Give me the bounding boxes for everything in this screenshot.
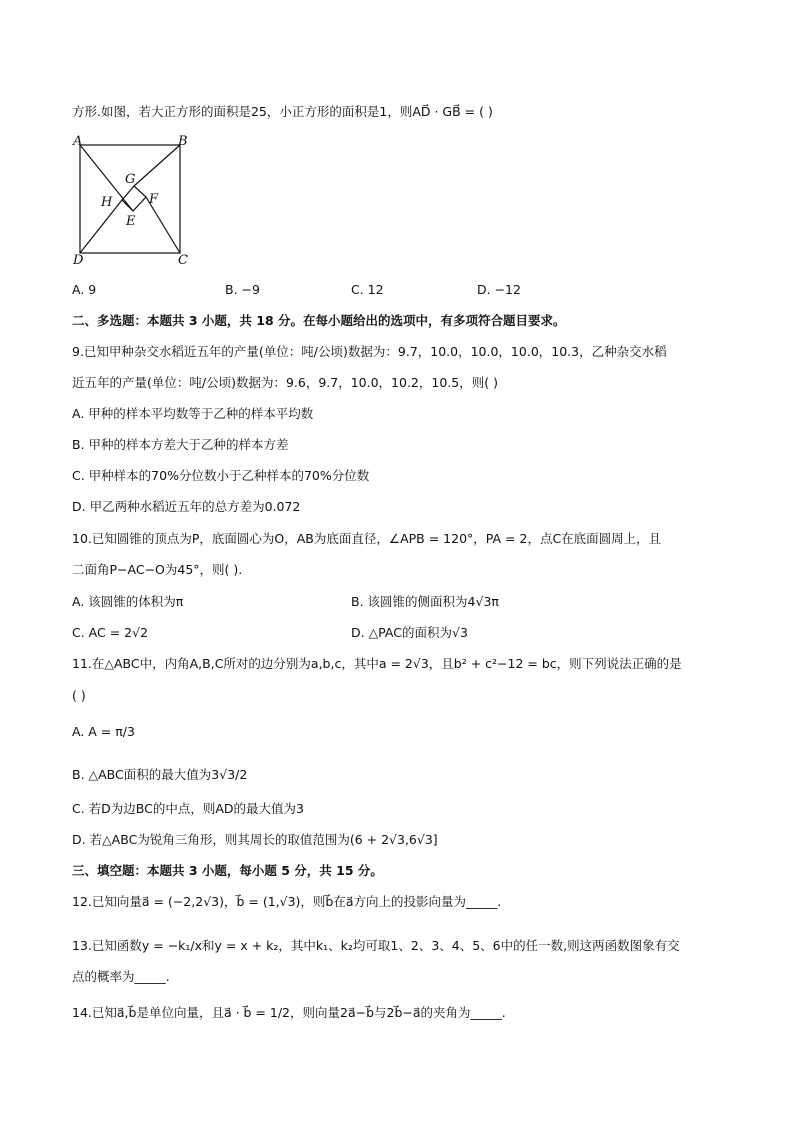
q8-option-d[interactable]: D. −12 [477, 282, 521, 297]
q9-stem-line2: 近五年的产量(单位：吨/公顷)数据为：9.6，9.7，10.0，10.2，10.5，则( ) [72, 375, 498, 390]
q11-option-a[interactable]: A. A = π/3 [72, 724, 135, 739]
q11-option-b[interactable]: B. △ABC面积的最大值为3√3/2 [72, 767, 248, 782]
label-B: B [178, 134, 188, 149]
section-2-heading: 二、多选题：本题共 3 小题，共 18 分。在每小题给出的选项中，有多项符合题目要求。 [72, 313, 566, 328]
label-H: H [101, 195, 113, 210]
segment-BG [134, 145, 180, 186]
section-3-heading: 三、填空题：本题共 3 小题，每小题 5 分，共 15 分。 [72, 863, 383, 878]
q8-option-c[interactable]: C. 12 [351, 282, 384, 297]
q11-stem-line1: 11.在△ABC中，内角A,B,C所对的边分别为a,b,c，其中a = 2√3，且b² + c²−12 = bc，则下列说法正确的是 [72, 656, 682, 671]
label-C: C [178, 253, 188, 267]
q10-stem-line1: 10.已知圆锥的顶点为P，底面圆心为O，AB为底面直径，∠APB = 120°，PA = 2，点C在底面圆周上，且 [72, 531, 662, 546]
q10-option-d[interactable]: D. △PAC的面积为√3 [351, 625, 468, 640]
q10-option-c[interactable]: C. AC = 2√2 [72, 625, 149, 640]
q11-option-c[interactable]: C. 若D为边BC的中点，则AD的最大值为3 [72, 801, 305, 816]
q10-option-b[interactable]: B. 该圆锥的侧面积为4√3π [351, 594, 499, 609]
q9-stem-line1: 9.已知甲种杂交水稻近五年的产量(单位：吨/公顷)数据为：9.7，10.0，10.0，10.0，10.3，乙种杂交水稻 [72, 344, 667, 359]
q9-option-a[interactable]: A. 甲种的样本平均数等于乙种的样本平均数 [72, 406, 314, 421]
q14-stem: 14.已知a⃗,b⃗是单位向量，且a⃗ · b⃗ = 1/2，则向量2a⃗−b⃗与2b⃗−a⃗的夹角为_____. [72, 1005, 506, 1020]
q9-option-c[interactable]: C. 甲种样本的70%分位数小于乙种样本的70%分位数 [72, 468, 370, 483]
q11-option-d[interactable]: D. 若△ABC为锐角三角形，则其周长的取值范围为(6 + 2√3,6√3] [72, 832, 438, 847]
q8-option-a[interactable]: A. 9 [72, 282, 97, 297]
label-A: A [73, 134, 83, 149]
q10-option-a[interactable]: A. 该圆锥的体积为π [72, 594, 184, 609]
big-square [80, 145, 180, 253]
q9-option-d[interactable]: D. 甲乙两种水稻近五年的总方差为0.072 [72, 499, 301, 514]
q11-stem-line2: ( ) [72, 688, 86, 703]
q12-stem: 12.已知向量a⃗ = (−2,2√3)，b⃗ = (1,√3)，则b⃗在a⃗方向上的投影向量为_____. [72, 894, 502, 909]
label-F: F [149, 192, 159, 207]
square-figure [70, 133, 195, 267]
q10-stem-line2: 二面角P−AC−O为45°，则( ). [72, 562, 243, 577]
q13-stem-line1: 13.已知函数y = −k₁/x和y = x + k₂，其中k₁、k₂均可取1、2、3、4、5、6中的任一数,则这两函数图象有交 [72, 938, 680, 953]
label-E: E [126, 214, 136, 229]
q9-option-b[interactable]: B. 甲种的样本方差大于乙种的样本方差 [72, 437, 289, 452]
label-G: G [125, 172, 136, 187]
q8-option-b[interactable]: B. −9 [225, 282, 260, 297]
q8-stem: 方形.如图，若大正方形的面积是25，小正方形的面积是1，则AD⃗ · GB⃗ = ( ) [72, 104, 493, 119]
q13-stem-line2: 点的概率为_____. [72, 969, 170, 984]
label-D: D [73, 253, 84, 267]
small-square [122, 186, 146, 211]
